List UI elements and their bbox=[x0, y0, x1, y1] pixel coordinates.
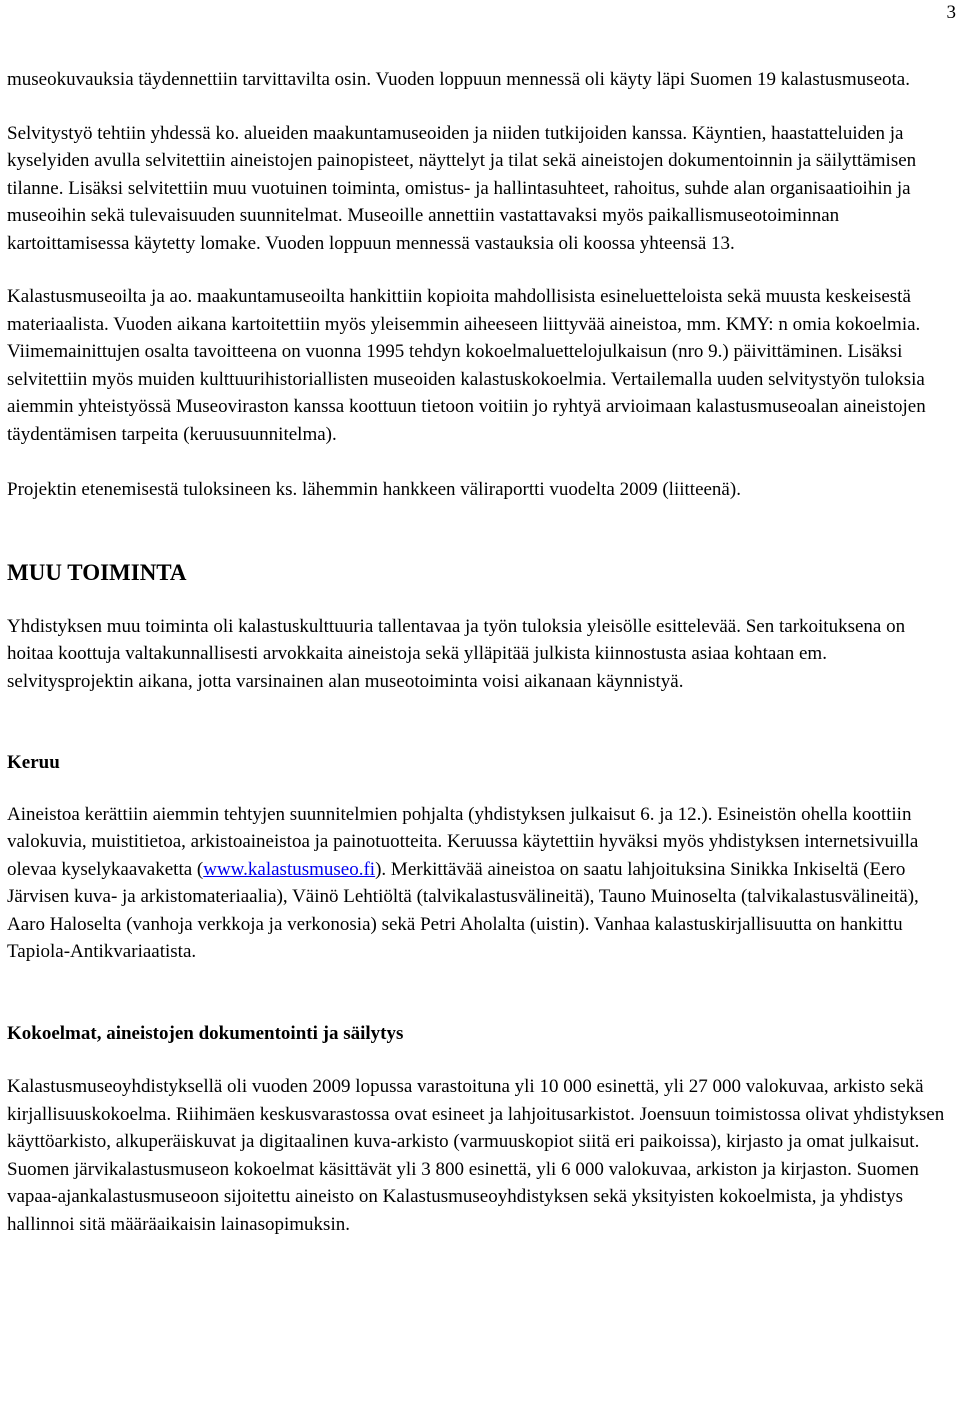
collecting-text-start: Aineistoa kerättiin aiemmin tehtyjen suunnitelmien pohjalta (yhdistyksen julkaisut 6. ja 12.). Esineistön ohella koottiin valokuvia, muistitietoa, arkistoaineistoa ja painotuotteita. Keruussa käytettiin hyväksi myös yhdistyksen internetsivuilla olevaa kyselykaavaketta ( bbox=[7, 803, 919, 880]
paragraph-survey-work: Selvitystyö tehtiin yhdessä ko. alueiden maakuntamuseoiden ja niiden tutkijoiden kanssa. Käyntien, haastatteluiden ja kyselyiden avulla selvitettiin aineistojen painopisteet, näyttelyt ja tilat sekä aineistojen dokumentoinnin ja säilyttämisen tilanne. Lisäksi selvitettiin muu vuotuinen toiminta, omistus- ja hallintasuhteet, rahoitus, suhde alan organisaatioihin ja museoihin sekä tulevaisuuden suunnitelmat. Museoille annettiin vastattavaksi myös paikallismuseotoiminnan kartoittamisessa käytetty lomake. Vuoden loppuun mennessä vastauksia oli koossa yhteensä 13. bbox=[7, 122, 917, 254]
document-body bbox=[7, 66, 947, 1238]
paragraph-other-activity: Yhdistyksen muu toiminta oli kalastuskulttuuria tallentavaa ja työn tuloksia yleisölle esittelevää. Sen tarkoituksena on hoitaa koottuja valtakunnallisesti arvokkaita aineistoja sekä ylläpitää julkista kiinnostusta asiaa kohtaan em. selvitysprojektin aikana, jotta varsinainen alan museotoiminta voisi aikanaan käynnistyä. bbox=[7, 615, 906, 692]
paragraph-catalogue-copies: Kalastusmuseoilta ja ao. maakuntamuseoilta hankittiin kopioita mahdollisista esineluetteloista sekä muusta keskeisestä materiaalista. Vuoden aikana kartoitettiin myös yleisemmin aiheeseen liittyvää aineistoa, mm. KMY: n omia kokoelmia. Viimemainittujen osalta tavoitteena on vuonna 1995 tehdyn kokoelmaluettelojulkaisun (nro 9.) päivittäminen. Lisäksi selvitettiin myös muiden kulttuurihistoriallisten museoiden kalastuskokoelmia. Vertailemalla uuden selvitystyön tuloksia aiemmin yhteistyössä Museoviraston kanssa koottuun tietoon voitiin jo ryhtyä arvioimaan kalastusmuseoalan aineistojen täydentämisen tarpeita (keruusuunnitelma). bbox=[7, 286, 926, 445]
page-number: 3 bbox=[946, 2, 956, 23]
heading-keruu: Keruu bbox=[7, 752, 60, 773]
paragraph-collecting bbox=[7, 801, 947, 966]
heading-kokoelmat: Kokoelmat, aineistojen dokumentointi ja säilytys bbox=[7, 1022, 404, 1044]
paragraph-collections: Kalastusmuseoyhdistyksellä oli vuoden 2009 lopussa varastoituna yli 10 000 esinettä, yli 27 000 valokuvaa, arkisto sekä kirjallisuuskokoelma. Riihimäen keskusvarastossa ovat esineet ja lahjoitusarkistot. Joensuun toimistossa olivat yhdistyksen käyttöarkisto, alkuperäiskuvat ja digitaalinen kuva-arkisto (varmuuskopiot siitä eri paikoissa), kirjasto ja omat julkaisut. Suomen järvikalastusmuseon kokoelmat käsittävät yli 3 800 esinettä, yli 6 000 valokuvaa, arkiston ja kirjaston. Suomen vapaa-ajankalastusmuseoon sijoitettu aineisto on Kalastusmuseoyhdistyksen sekä yksityisten kokoelmista, ja yhdistys hallinnoi sitä määräaikaisin lainasopimuksin. bbox=[7, 1076, 945, 1235]
kalastusmuseo-link[interactable]: www.kalastusmuseo.fi bbox=[203, 858, 376, 880]
paragraph-museum-descriptions: museokuvauksia täydennettiin tarvittavilta osin. Vuoden loppuun mennessä oli käyty läpi Suomen 19 kalastusmuseota. bbox=[7, 69, 910, 90]
heading-muu-toiminta: MUU TOIMINTA bbox=[7, 559, 187, 585]
paragraph-project-progress: Projektin etenemisestä tuloksineen ks. lähemmin hankkeen väliraportti vuodelta 2009 (liitteenä). bbox=[7, 479, 741, 500]
collecting-text-end: ). Merkittävää aineistoa on saatu lahjoituksina Sinikka Inkiseltä (Eero Järvisen kuva- ja arkistomateriaalia), Väinö Lehtiöltä (talvikalastusvälineitä), Tauno Muinoselta (talvikalastusvälineitä), Aaro Haloselta (vanhoja verkkoja ja verkonosia) sekä Petri Aholalta (uistin). Vanhaa kalastuskirjallisuutta on hankittu Tapiola-Antikvariaatista. bbox=[7, 858, 919, 962]
